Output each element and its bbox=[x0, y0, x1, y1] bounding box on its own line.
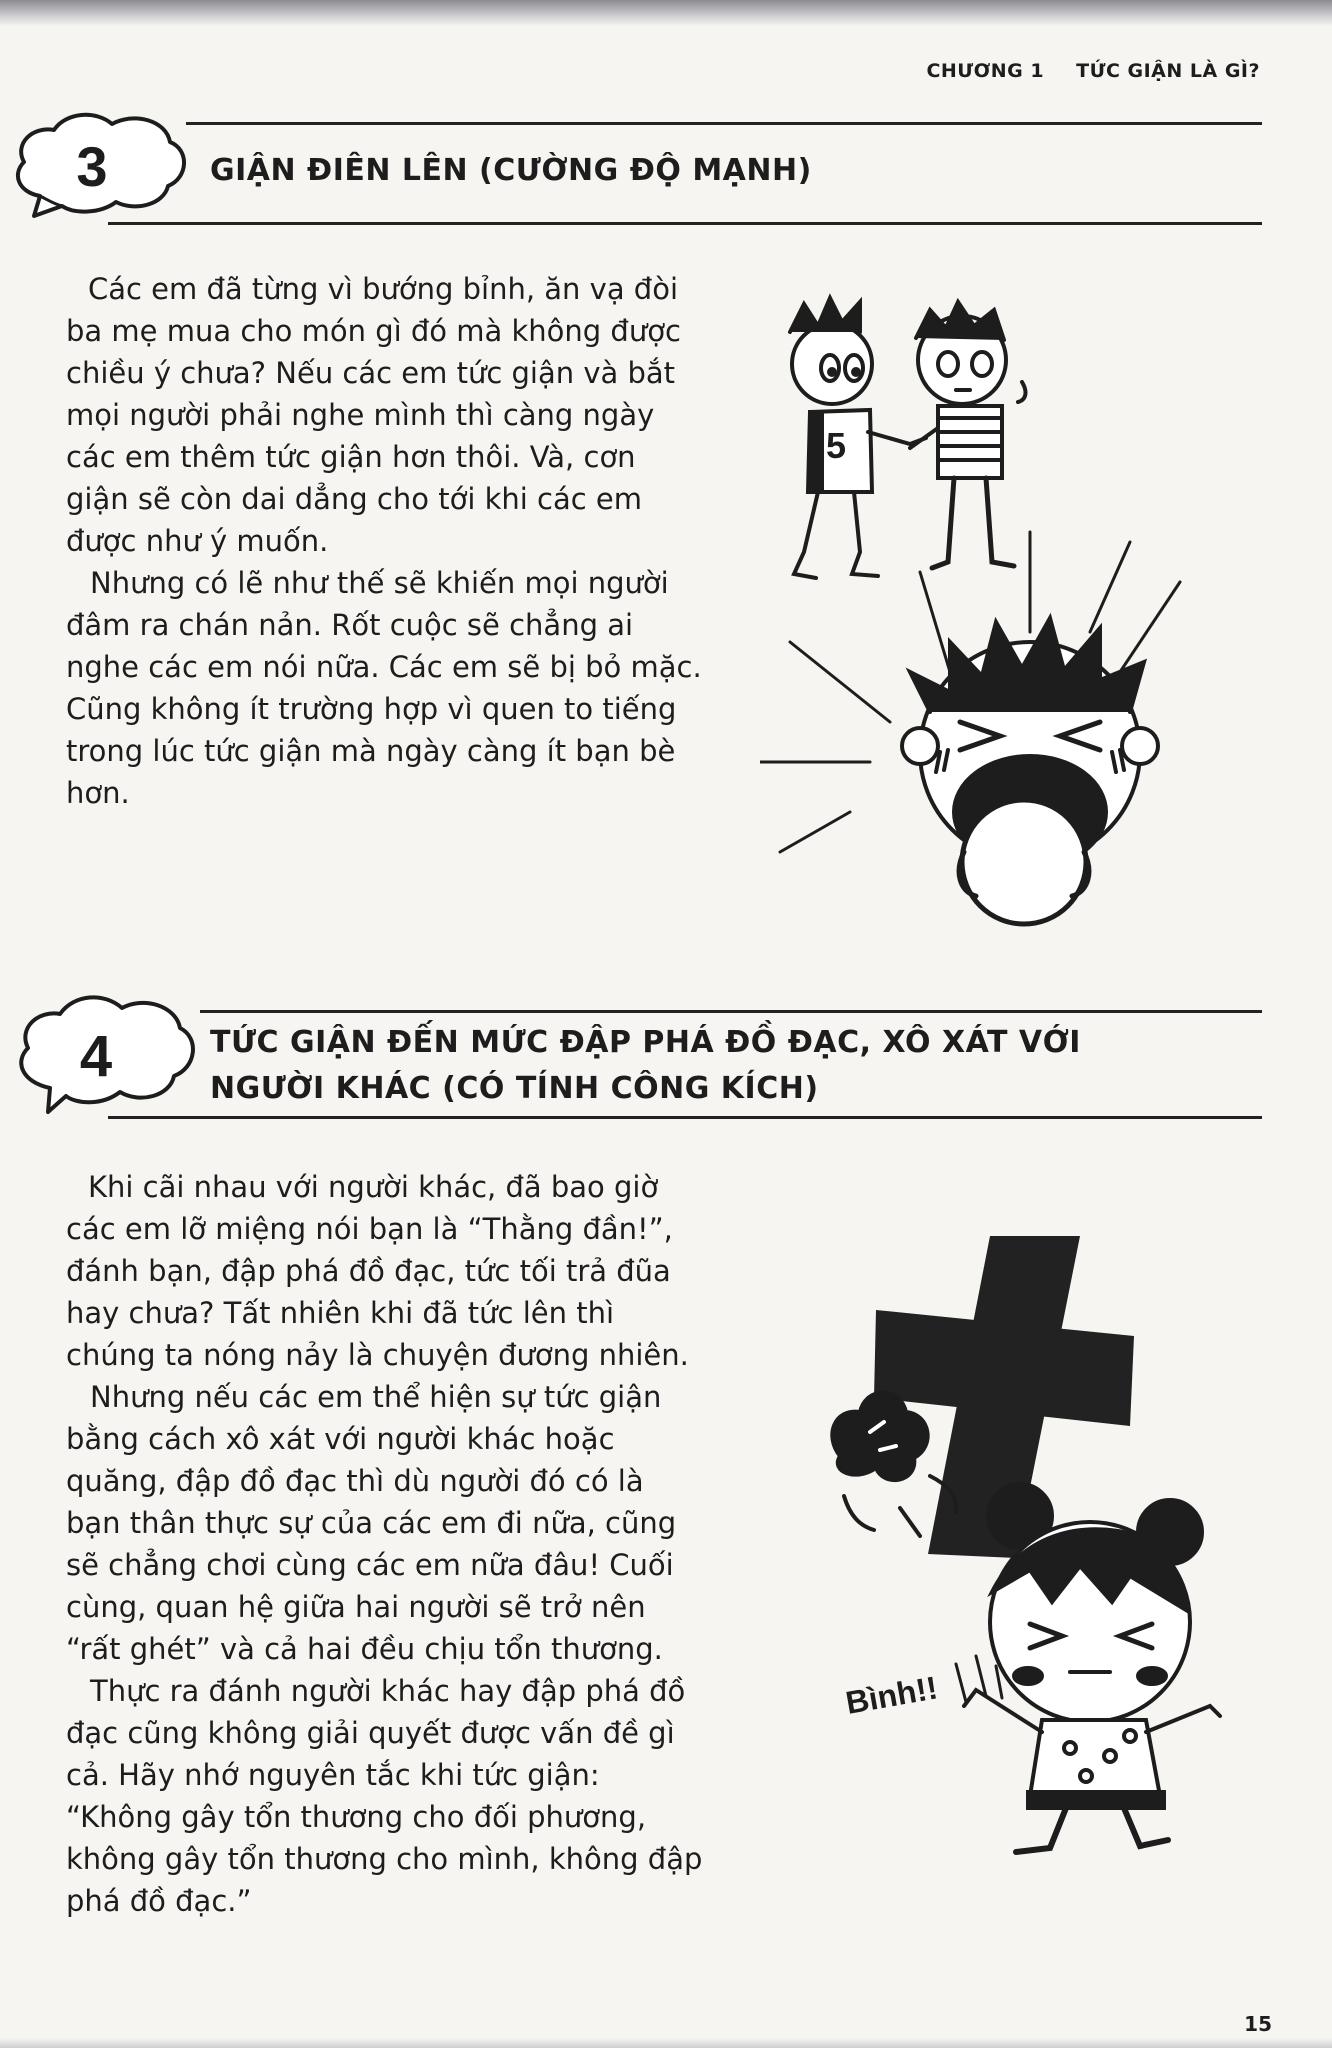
section4-number-badge bbox=[4, 986, 204, 1126]
section3-number: 3 bbox=[76, 135, 108, 198]
section4-title-line-1: TỨC GIẬN ĐẾN MỨC ĐẬP PHÁ ĐỒ ĐẠC, XÔ XÁT VỚI bbox=[210, 1025, 1081, 1060]
boy-pushing-figure bbox=[790, 298, 926, 578]
jersey-number: 5 bbox=[826, 425, 847, 466]
section3-paragraph-2: Nhưng có lẽ như thế sẽ khiến mọi người đâm ra chán nản. Rốt cuộc sẽ chẳng ai nghe các em nói nữa. Các em sẽ bị bỏ mặc. Cũng không ít trường hợp vì quen to tiếng trong lúc tức giận mà ngày càng ít bạn bè hơn. bbox=[66, 566, 702, 810]
angry-shouting-boy-figure bbox=[760, 532, 1180, 924]
section3-number-badge bbox=[4, 104, 194, 234]
section4-bottom-rule bbox=[108, 1116, 1262, 1119]
page-bottom-edge bbox=[0, 2038, 1332, 2048]
section3-bottom-rule bbox=[108, 222, 1262, 225]
section4-title-line-2: NGƯỜI KHÁC (CÓ TÍNH CÔNG KÍCH) bbox=[210, 1071, 819, 1106]
section4-illustration bbox=[780, 1236, 1240, 1856]
page-number: 15 bbox=[1244, 2012, 1272, 2036]
sound-effect-text: Bình!! bbox=[842, 1669, 941, 1721]
chapter-label: CHƯƠNG 1 bbox=[926, 60, 1045, 82]
section4-top-rule bbox=[200, 1010, 1262, 1013]
striped-shirt-boy-figure bbox=[910, 302, 1025, 568]
section3-body bbox=[66, 268, 706, 814]
section3-top-rule bbox=[186, 122, 1262, 125]
section3-illustration bbox=[760, 292, 1240, 932]
angry-girl-figure bbox=[964, 1484, 1220, 1852]
section4-paragraph-1: Khi cãi nhau với người khác, đã bao giờ các em lỡ miệng nói bạn là “Thằng đần!”, đánh bạn, đập phá đồ đạc, tức tối trả đũa hay chưa? Tất nhiên khi đã tức lên thì chúng ta nóng nảy là chuyện đương nhiên. bbox=[66, 1170, 689, 1372]
impact-lines bbox=[956, 1656, 1002, 1702]
section4-paragraph-3: Thực ra đánh người khác hay đập phá đồ đạc cũng không giải quyết được vấn đề gì cả. Hãy nhớ nguyên tắc khi tức giận: “Không gây tổn thương cho đối phương, không gây tổn thương cho mình, không đập phá đồ đạc.” bbox=[66, 1674, 703, 1918]
section3-paragraph-1: Các em đã từng vì bướng bỉnh, ăn vạ đòi ba mẹ mua cho món gì đó mà không được chiều ý chưa? Nếu các em tức giận và bắt mọi người phải nghe mình thì càng ngày các em thêm tức giận hơn thôi. Và, cơn giận sẽ còn dai dẳng cho tới khi các em được như ý muốn. bbox=[66, 272, 681, 558]
page-top-edge bbox=[0, 0, 1332, 26]
section4-title bbox=[210, 1020, 1081, 1112]
section3-title: GIẬN ĐIÊN LÊN (CƯỜNG ĐỘ MẠNH) bbox=[210, 153, 812, 188]
running-header bbox=[926, 60, 1260, 82]
section4-paragraph-2: Nhưng nếu các em thể hiện sự tức giận bằng cách xô xát với người khác hoặc quăng, đập đồ đạc thì dù người đó có là bạn thân thực sự của các em đi nữa, cũng sẽ chẳng chơi cùng các em nữa đâu! Cuối cùng, quan hệ giữa hai người sẽ trở nên “rất ghét” và cả hai đều chịu tổn thương. bbox=[66, 1380, 677, 1666]
section4-body bbox=[66, 1166, 706, 1922]
section4-number: 4 bbox=[79, 1024, 113, 1089]
chapter-title: TỨC GIẬN LÀ GÌ? bbox=[1076, 60, 1260, 82]
